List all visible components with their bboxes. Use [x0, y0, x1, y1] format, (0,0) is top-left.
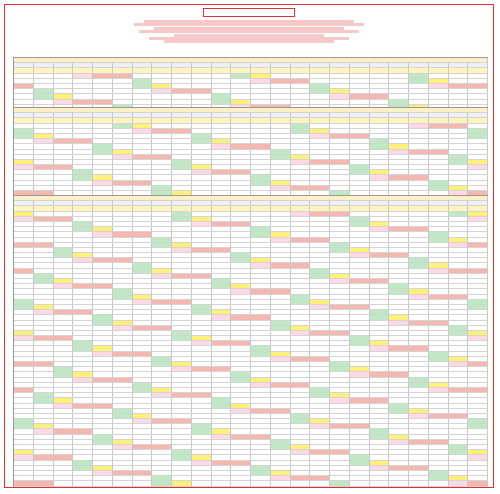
table-cell	[468, 481, 488, 486]
table-cell	[350, 481, 370, 486]
table-region-summary	[13, 107, 488, 201]
table-cell	[34, 481, 54, 486]
report-frame	[4, 4, 494, 488]
table-cell	[370, 481, 390, 486]
table-cell	[409, 481, 429, 486]
report-header	[5, 8, 493, 44]
table-cell	[73, 481, 93, 486]
table-store-detail	[13, 195, 488, 487]
table-cell	[212, 481, 232, 486]
report-period	[5, 47, 493, 52]
report-notes	[5, 20, 493, 43]
table-cell	[429, 481, 449, 486]
table-cell	[54, 481, 74, 486]
table-cell	[271, 481, 291, 486]
note-line-7	[164, 40, 334, 43]
table-cell	[192, 481, 212, 486]
table-cell	[449, 481, 469, 486]
table-cell	[251, 481, 271, 486]
table-cell	[330, 481, 350, 486]
table-cell	[93, 481, 113, 486]
table-cell	[231, 481, 251, 486]
table-cell	[172, 481, 192, 486]
table-cell	[113, 481, 133, 486]
table-cell	[291, 481, 311, 486]
table-cell	[310, 481, 330, 486]
table-district-summary	[13, 57, 488, 110]
table-cell	[152, 481, 172, 486]
table-cell	[389, 481, 409, 486]
row-label	[14, 481, 34, 486]
report-title	[203, 8, 295, 17]
table-cell	[133, 481, 153, 486]
